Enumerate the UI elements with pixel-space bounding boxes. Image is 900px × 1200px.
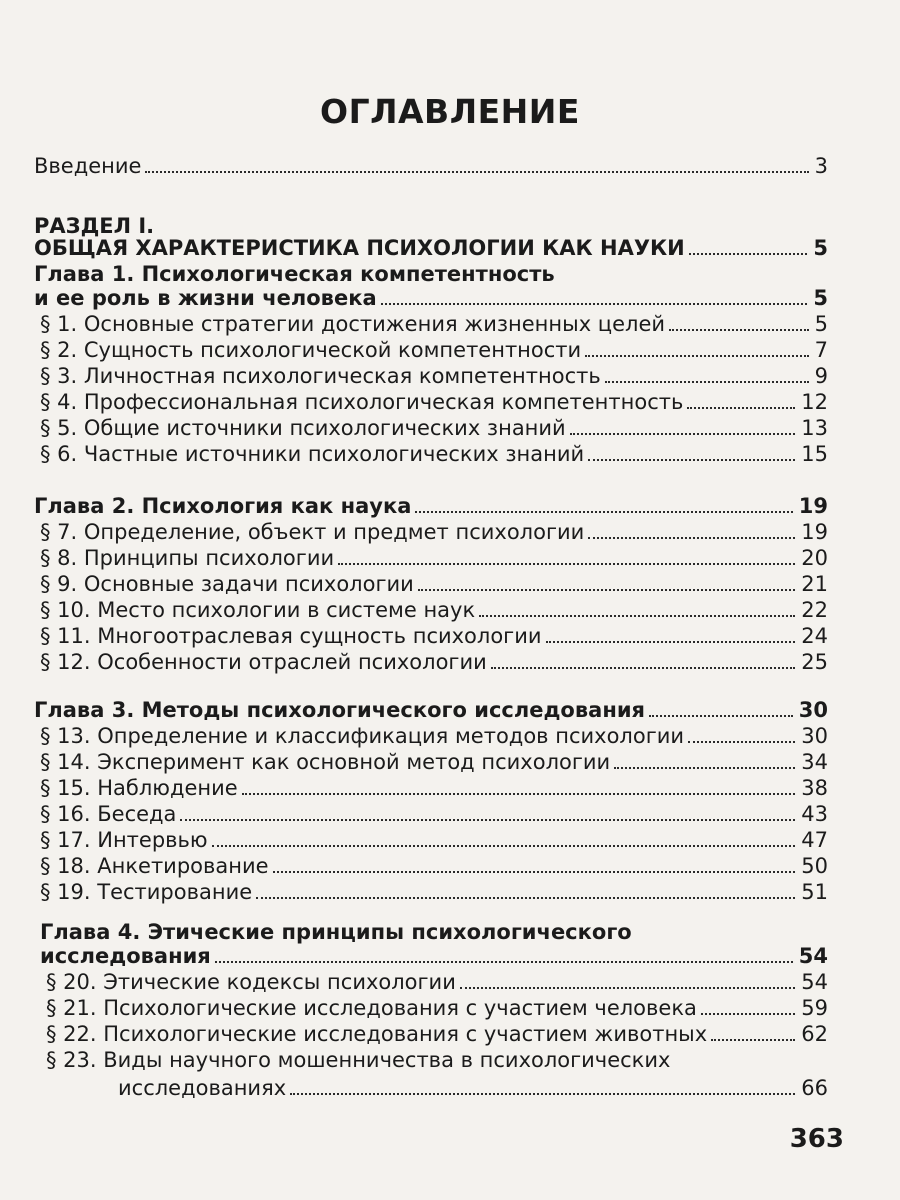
section-heading-line1: РАЗДЕЛ I. (34, 214, 155, 238)
toc-page-number: 3 (814, 154, 828, 178)
toc-page-number: 54 (798, 944, 828, 968)
toc-page-number: 19 (798, 494, 828, 518)
dot-leader (381, 303, 808, 305)
chapter-heading-line1: Глава 1. Психологическая компетентность (34, 262, 555, 286)
toc-label: ОБЩАЯ ХАРАКТЕРИСТИКА ПСИХОЛОГИИ КАК НАУКИ (34, 236, 685, 260)
toc-entry-chapter-2 (34, 494, 828, 518)
dot-leader (145, 171, 808, 173)
toc-entry-chapter-3 (34, 698, 828, 722)
toc-entry: § 20. Этические кодексы психологии 54 (46, 970, 828, 994)
toc-page-number: 5 (813, 236, 828, 260)
toc-entry: § 15. Наблюдение 38 (40, 776, 828, 800)
dot-leader (415, 511, 792, 513)
dot-leader (215, 961, 793, 963)
toc-entry: § 12. Особенности отраслей психологии 25 (40, 650, 828, 674)
toc-label: Глава 2. Психология как наука (34, 494, 412, 518)
toc-entry: § 19. Тестирование 51 (40, 880, 828, 904)
toc-entry: § 16. Беседа 43 (40, 802, 828, 826)
toc-entry-chapter-4 (40, 944, 828, 968)
toc-label: Введение (34, 154, 142, 178)
toc-entry: § 13. Определение и классификация методов психологии 30 (40, 724, 828, 748)
toc-entry: § 17. Интервью 47 (40, 828, 828, 852)
toc-entry: § 14. Эксперимент как основной метод психологии 34 (40, 750, 828, 774)
page-title: ОГЛАВЛЕНИЕ (320, 92, 580, 131)
toc-entry: § 9. Основные задачи психологии 21 (40, 572, 828, 596)
toc-entry: § 5. Общие источники психологических знаний 13 (40, 416, 828, 440)
toc-entry-line1: § 23. Виды научного мошенничества в психологических (46, 1048, 671, 1072)
toc-entry: § 2. Сущность психологической компетентности 7 (40, 338, 828, 362)
toc-entry: § 18. Анкетирование 50 (40, 854, 828, 878)
page-number: 363 (789, 1124, 844, 1154)
toc-entry: § 11. Многоотраслевая сущность психологии 24 (40, 624, 828, 648)
toc-entry-intro (34, 154, 828, 178)
toc-entry: § 21. Психологические исследования с участием человека 59 (46, 996, 828, 1020)
toc-entry: § 3. Личностная психологическая компетентность 9 (40, 364, 828, 388)
dot-leader (649, 715, 793, 717)
toc-entry: § 8. Принципы психологии 20 (40, 546, 828, 570)
dot-leader (689, 253, 808, 255)
toc-entry: § 22. Психологические исследования с участием животных 62 (46, 1022, 828, 1046)
toc-label: Глава 3. Методы психологического исследования (34, 698, 646, 722)
toc-entry: § 10. Место психологии в системе наук 22 (40, 598, 828, 622)
toc-label: и ее роль в жизни человека (34, 286, 377, 310)
toc-page-number: 30 (798, 698, 828, 722)
toc-entry-chapter-1 (34, 286, 828, 310)
toc-label: исследования (40, 944, 211, 968)
toc-entry: § 6. Частные источники психологических знаний 15 (40, 442, 828, 466)
toc-entry-section (34, 236, 828, 260)
toc-page-number: 5 (813, 286, 828, 310)
chapter-heading-line1: Глава 4. Этические принципы психологического (40, 920, 632, 944)
toc-entry: § 1. Основные стратегии достижения жизненных целей 5 (40, 312, 828, 336)
toc-entry: исследованиях 66 (118, 1076, 828, 1100)
toc-entry: § 4. Профессиональная психологическая компетентность 12 (40, 390, 828, 414)
toc-entry: § 7. Определение, объект и предмет психологии 19 (40, 520, 828, 544)
